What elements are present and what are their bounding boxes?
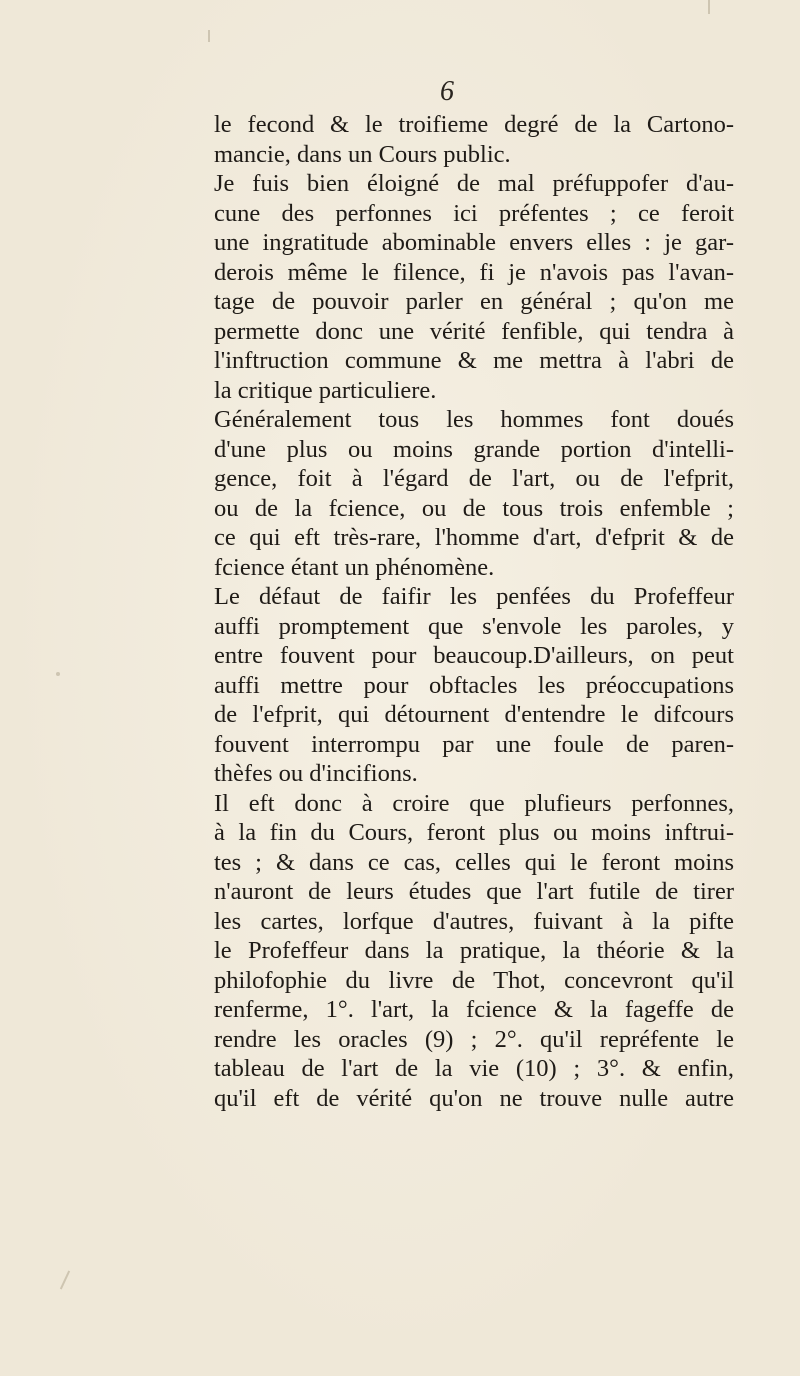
text-line: fouvent interrompu par une foule de paren- bbox=[214, 730, 734, 758]
body-text bbox=[214, 110, 734, 1113]
text-line: tableau de l'art de la vie (10) ; 3°. & enfin, bbox=[214, 1055, 734, 1082]
text-line: la critique particuliere. bbox=[214, 376, 437, 404]
text-line: rendre les oracles (9) ; 2°. qu'il repréfente le bbox=[214, 1025, 734, 1053]
text-line: mancie, dans un Cours public. bbox=[214, 140, 511, 168]
text-line: Généralement tous les hommes font doués bbox=[214, 406, 734, 433]
text-line: le fecond & le troifieme degré de la Cartono- bbox=[214, 111, 734, 138]
text-line: Il eft donc à croire que plufieurs perfonnes, bbox=[214, 789, 734, 817]
page-number: 6 bbox=[440, 76, 454, 107]
paper-mark bbox=[56, 672, 60, 676]
text-line: tes ; & dans ce cas, celles qui le feront moins bbox=[214, 848, 734, 876]
text-line: entre fouvent pour beaucoup.D'ailleurs, on peut bbox=[214, 642, 734, 669]
text-line: n'auront de leurs études que l'art futile de tirer bbox=[214, 878, 734, 905]
paper-mark bbox=[208, 30, 210, 42]
text-line: renferme, 1°. l'art, la fcience & la fageffe de bbox=[214, 996, 734, 1023]
text-line: auffi mettre pour obftacles les préoccupations bbox=[214, 671, 734, 699]
text-line: de l'efprit, qui détournent d'entendre le difcours bbox=[214, 701, 734, 728]
text-line: philofophie du livre de Thot, concevront qu'il bbox=[214, 966, 734, 994]
text-line: auffi promptement que s'envole les paroles, y bbox=[214, 612, 734, 640]
text-line: l'inftruction commune & me mettra à l'abri de bbox=[214, 347, 734, 374]
text-line: gence, foit à l'égard de l'art, ou de l'efprit, bbox=[214, 465, 734, 492]
text-line: ou de la fcience, ou de tous trois enfemble ; bbox=[214, 494, 734, 522]
paper-mark bbox=[60, 1271, 70, 1290]
text-line: derois même le filence, fi je n'avois pas l'avan- bbox=[214, 258, 734, 286]
text-line: qu'il eft de vérité qu'on ne trouve nulle autre bbox=[214, 1084, 734, 1112]
text-line: les cartes, lorfque d'autres, fuivant à la pifte bbox=[214, 907, 734, 935]
text-line: tage de pouvoir parler en général ; qu'on me bbox=[214, 288, 734, 315]
text-line: Le défaut de faifir les penfées du Profeffeur bbox=[214, 583, 734, 610]
text-line: permette donc une vérité fenfible, qui tendra à bbox=[214, 317, 734, 345]
text-line: Je fuis bien éloigné de mal préfuppofer d'au- bbox=[214, 170, 734, 197]
text-line: à la fin du Cours, feront plus ou moins inftrui- bbox=[214, 819, 734, 846]
text-line: le Profeffeur dans la pratique, la théorie & la bbox=[214, 937, 734, 964]
text-line: d'une plus ou moins grande portion d'intelli- bbox=[214, 435, 734, 463]
text-line: thèfes ou d'incifions. bbox=[214, 760, 418, 787]
text-line: fcience étant un phénomène. bbox=[214, 553, 495, 581]
text-line: cune des perfonnes ici préfentes ; ce feroit bbox=[214, 199, 734, 227]
text-line: ce qui eft très-rare, l'homme d'art, d'efprit & de bbox=[214, 524, 734, 551]
text-line: une ingratitude abominable envers elles : je gar- bbox=[214, 229, 734, 256]
paper-mark bbox=[708, 0, 710, 14]
